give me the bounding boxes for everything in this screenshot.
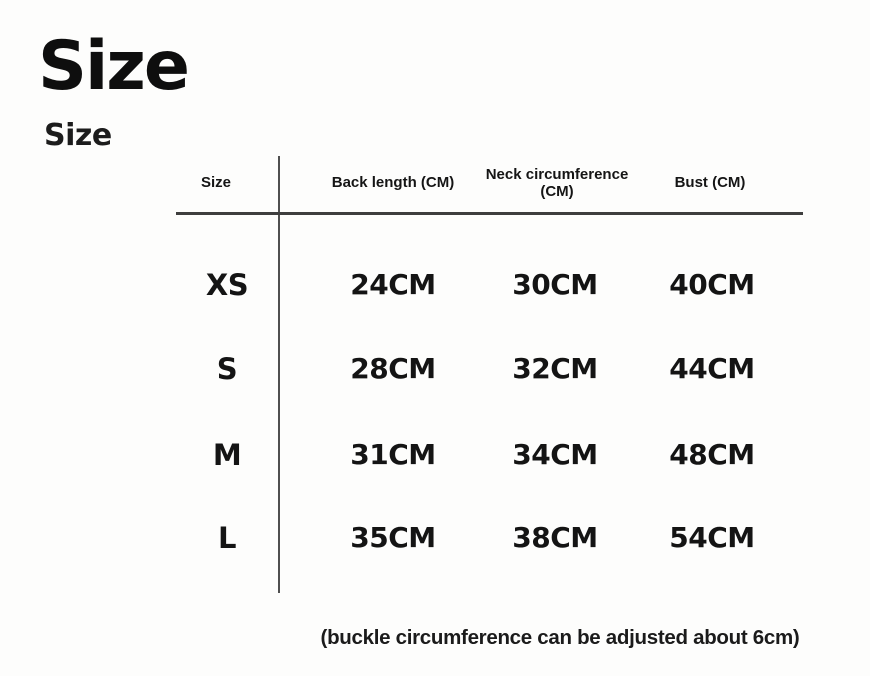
column-header-back-length: Back length (CM)	[331, 174, 455, 192]
row-xs-bust: 40CM	[669, 268, 755, 301]
column-header-neck-circumference: Neck circumference (CM)	[485, 165, 629, 200]
column-header-bust: Bust (CM)	[674, 174, 746, 192]
row-s-bust: 44CM	[669, 352, 755, 385]
row-m-neck-circumference: 34CM	[512, 438, 598, 471]
row-s-size-label: S	[216, 352, 238, 386]
row-l-neck-circumference: 38CM	[512, 521, 598, 554]
buckle-adjustment-note: (buckle circumference can be adjusted about 6cm)	[320, 626, 800, 649]
row-s-neck-circumference: 32CM	[512, 352, 598, 385]
row-m-back-length: 31CM	[350, 438, 436, 471]
row-xs-neck-circumference: 30CM	[512, 268, 598, 301]
table-header-divider-line	[176, 212, 803, 215]
row-l-bust: 54CM	[669, 521, 755, 554]
row-m-size-label: M	[212, 438, 242, 472]
row-m-bust: 48CM	[669, 438, 755, 471]
row-s-back-length: 28CM	[350, 352, 436, 385]
row-xs-size-label: XS	[205, 268, 249, 302]
row-l-size-label: L	[218, 521, 236, 555]
column-header-size: Size	[200, 174, 231, 192]
row-l-back-length: 35CM	[350, 521, 436, 554]
row-xs-back-length: 24CM	[350, 268, 436, 301]
page-subtitle: Size	[44, 118, 112, 153]
page-title: Size	[38, 27, 188, 106]
